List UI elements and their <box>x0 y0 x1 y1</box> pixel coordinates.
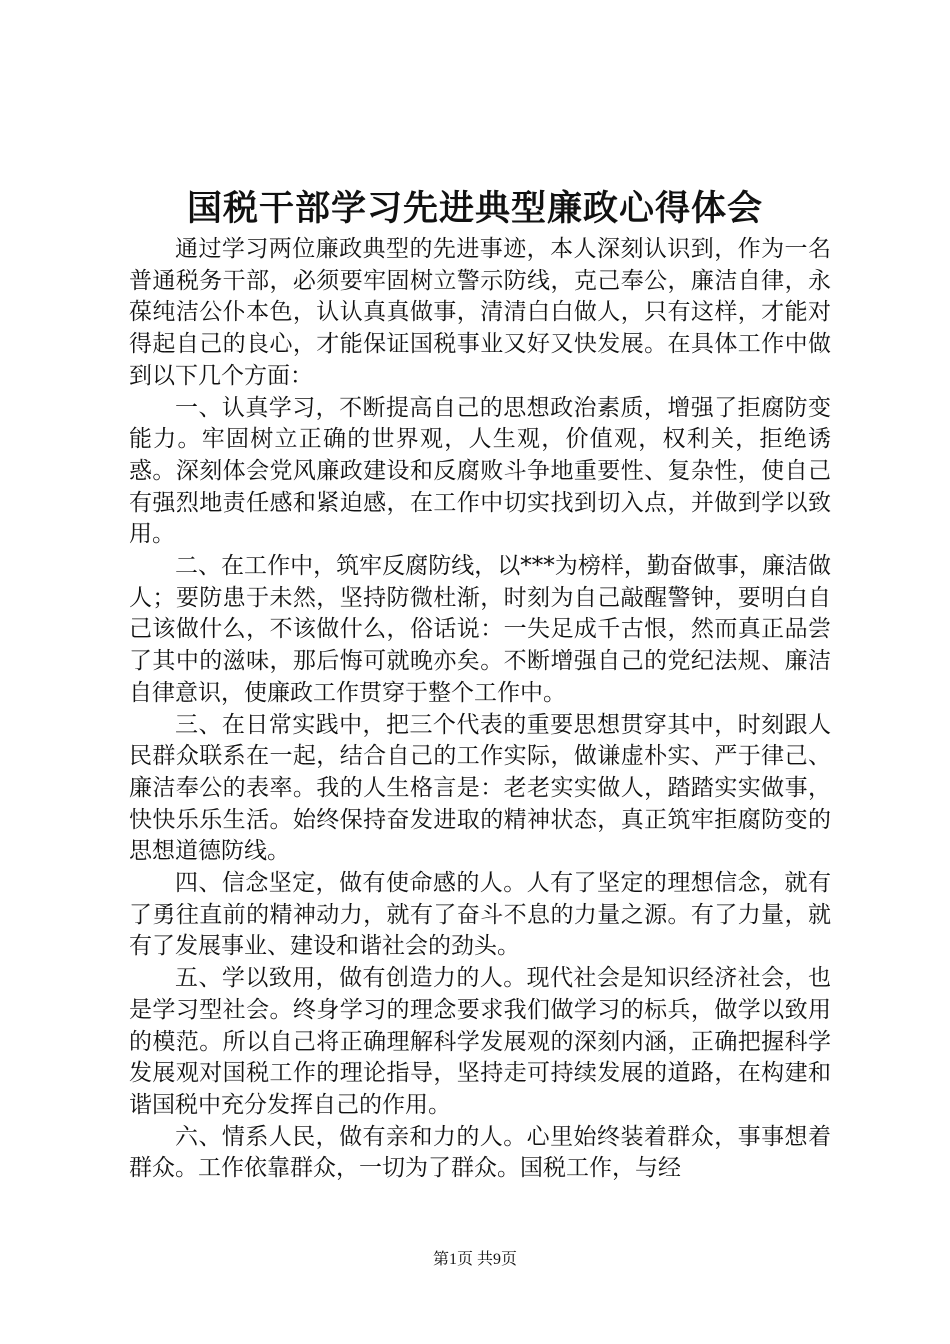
paragraph-point-2: 二、在工作中，筑牢反腐防线，以***为榜样，勤奋做事，廉洁做人；要防患于未然，坚持防微杜渐，时刻为自己敲醒警钟，要明白自己该做什么，不该做什么，俗话说：一失足成千古恨，然而真正品尝了其中的滋味，那后悔可就晚亦矣。不断增强自己的党纪法规、廉洁自律意识，使廉政工作贯穿于整个工作中。 <box>129 553 831 706</box>
paragraph-point-3: 三、在日常实践中，把三个代表的重要思想贯穿其中，时刻跟人民群众联系在一起，结合自己的工作实际，做谦虚朴实、严于律己、廉洁奉公的表率。我的人生格言是：老老实实做人，踏踏实实做事，快快乐乐生活。始终保持奋发进取的精神状态，真正筑牢拒腐防变的思想道德防线。 <box>129 711 831 865</box>
paragraph-intro: 通过学习两位廉政典型的先进事迹，本人深刻认识到，作为一名普通税务干部，必须要牢固树立警示防线，克己奉公，廉洁自律，永葆纯洁公仆本色，认认真真做事，清清白白做人，只有这样，才能对得起自己的良心，才能保证国税事业又好又快发展。在具体工作中做到以下几个方面： <box>129 236 831 389</box>
paragraph-point-6: 六、情系人民，做有亲和力的人。心里始终装着群众，事事想着群众。工作依靠群众，一切为了群众。国税工作，与经 <box>129 1123 831 1182</box>
page-number-footer: 第1页 共9页 <box>432 1251 517 1268</box>
paragraph-point-5: 五、学以致用，做有创造力的人。现代社会是知识经济社会，也是学习型社会。终身学习的理念要求我们做学习的标兵，做学以致用的模范。所以自己将正确理解科学发展观的深刻内涵，正确把握科学发展观对国税工作的理论指导，坚持走可持续发展的道路，在构建和谐国税中充分发挥自己的作用。 <box>129 965 831 1118</box>
document-body <box>129 234 831 1185</box>
paragraph-point-4: 四、信念坚定，做有使命感的人。人有了坚定的理想信念，就有了勇往直前的精神动力，就有了奋斗不息的力量之源。有了力量，就有了发展事业、建设和谐社会的劲头。 <box>129 870 831 960</box>
document-title: 国税干部学习先进典型廉政心得体会 <box>186 188 763 229</box>
paragraph-point-1: 一、认真学习，不断提高自己的思想政治素质，增强了拒腐防变能力。牢固树立正确的世界观，人生观，价值观，权利关，拒绝诱惑。深刻体会党风廉政建设和反腐败斗争地重要性、复杂性，使自己有强烈地责任感和紧迫感，在工作中切实找到切入点，并做到学以致用。 <box>129 394 831 548</box>
